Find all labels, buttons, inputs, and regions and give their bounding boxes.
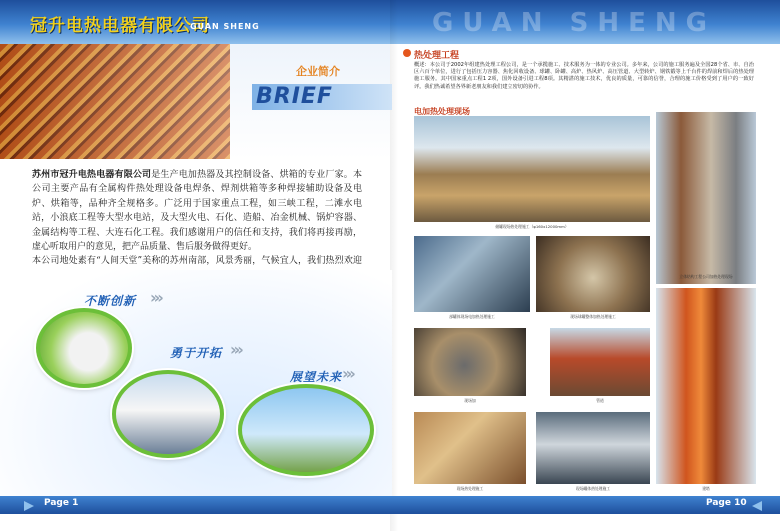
company-name: 冠升电热电器有限公司 [30,16,210,36]
photo-caption: 储罐现场热处理施工（φ160x12000mm） [495,224,569,229]
slogan-future: 展望未来 [290,370,343,384]
photo-caption: 现场罐体热处理施工 [575,486,611,491]
photo-heating [414,328,526,396]
photo-caption: 建塔 [702,486,710,491]
section-paragraph: 概述：本公司于2002年组建热处理工程公司，是一个承揽施工、技术服务为一体的专业公司。多年来，公司的施工服务遍及全国28个省、市、自治区六百个单位，进行了包括压力容器、焦化回收设备、球罐、卧罐、高炉、热风炉、高压管道、大型转炉、钢铁锻等上千台件的焊前和焊后的热处理施工服务。其中国家重点工程1 2项，国外设备引进工程8项。其精湛的施工技术，优良的质量，可靠的信誉，合理的施工价格受到了用户的一致好评。我们热诚希望各界新老朋友和我们建立密切的协作。 [414,62,754,90]
photo-caption: 现场热处理施工 [456,486,484,491]
intro-company: 苏州市冠升电热电器有限公司 [32,170,152,180]
chevron-right-icon: ››› [342,364,353,383]
photo-vessel [414,236,530,312]
chevron-right-icon: ››› [230,340,241,359]
intro-paragraph-2: 本公司地处素有“人间天堂”美称的苏州南部，风景秀丽，气候宜人，我们热烈欢迎 [32,256,362,267]
photo-caption: 管道 [596,398,604,403]
chevron-right-icon: ››› [150,288,161,307]
intro-paragraph-1: 是生产电加热器及其控制设备、烘箱的专业厂家。本公司主要产品有全属构件热处理设备电焊条、焊剂烘箱等多种焊接辅助设备及电炉、烘箱等，品种齐全规格多。广泛用于国家重点工程，如三峡工程，二滩水电站，小浪底工程等大型水电站，及大型火电、石化、造船、冶金机械、锅炉容器、金属结构等工程、大连石化工程。我们感谢用户的信任和支持，我们将再接再励，虚心听取用户的意见，把产品质量、售后服务做得更好。 [32,170,362,253]
brief-heading: BRIEF [256,84,333,109]
heater-photo [0,44,230,159]
photo-frame-treatment [414,412,526,484]
triangle-right-icon [24,501,34,511]
photo-tank-treatment [414,116,650,222]
photo-structure [656,112,756,284]
photo-pipeline [550,328,650,396]
page-number-left: Page 1 [44,498,79,508]
photo-caption: 部罐体现场电加热处理施工 [449,314,495,319]
photo-caption: 立体结构工程公司加热处理现场 [679,274,733,279]
office-photo [112,370,224,458]
triangle-left-icon [752,501,762,511]
team-photo [238,384,374,476]
banner-watermark: GUAN SHENG [432,8,716,38]
photo-caption: 现场球罐整体加热处理施工 [570,314,616,319]
slogan-pioneer: 勇于开拓 [170,346,223,360]
photo-tower [656,288,756,484]
section-title: 热处理工程 [414,51,460,61]
bullet-icon [403,49,411,57]
slogan-innovation: 不断创新 [84,294,137,308]
site-title: 电加热处理现场 [414,107,470,116]
page-number-right: Page 10 [706,498,747,508]
intro-title: 企业简介 [296,65,340,78]
brand-en: GUAN SHENG [190,22,260,31]
laptop-photo [36,308,132,388]
photo-caption: 现场加 [464,398,476,403]
photo-sphere-tank [536,236,650,312]
photo-tank-site [536,412,650,484]
bottom-banner [0,496,780,514]
